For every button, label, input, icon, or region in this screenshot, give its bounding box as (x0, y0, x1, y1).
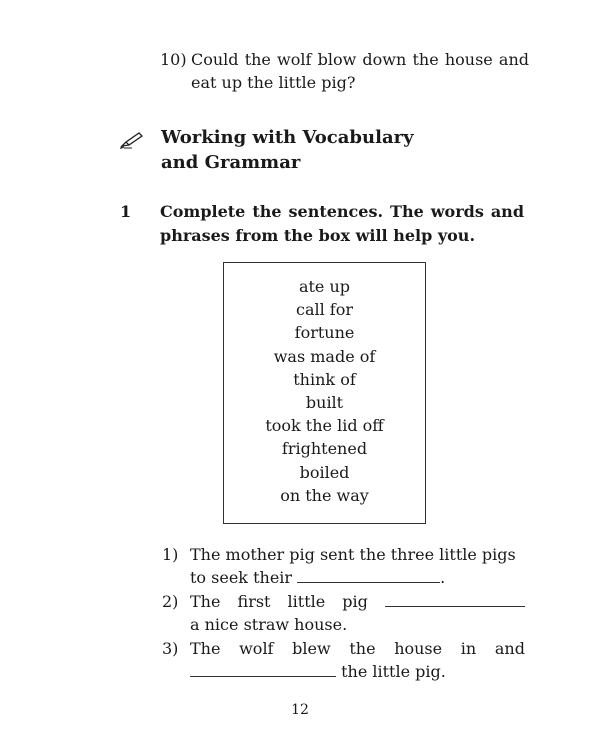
word-box-item: boiled (299, 462, 350, 482)
pencil-icon (120, 131, 144, 149)
word-box-item: built (305, 393, 344, 413)
word-box-item: frightened (281, 439, 368, 459)
word-box-item: was made of (273, 346, 376, 366)
word-box (223, 262, 426, 524)
word-box-item: think of (293, 369, 356, 389)
sentence-word: The (190, 639, 221, 658)
question-text-line1: Could the wolf blow down the house and (191, 50, 529, 69)
word-box-item: on the way (280, 485, 369, 505)
sentence-line2: a nice straw house. (190, 615, 348, 634)
sentence-word: The (190, 592, 221, 611)
sentence-word: pig (342, 592, 368, 611)
exercise-number: 1 (120, 202, 132, 221)
word-box-item: ate up (298, 277, 351, 296)
section-title-line1: Working with Vocabulary (161, 127, 414, 148)
section-title-line2: and Grammar (161, 152, 301, 173)
sentence-end-punctuation: . (440, 568, 446, 587)
sentence-word: the (349, 639, 376, 658)
word-box-item: fortune (294, 323, 355, 343)
page-number: 12 (291, 702, 309, 718)
question-number: 10) (160, 50, 187, 69)
sentence-word: in (460, 639, 477, 658)
sentence-word: wolf (239, 639, 274, 658)
word-box-item: took the lid off (265, 416, 384, 436)
answer-blank[interactable] (297, 566, 440, 583)
sentence-number: 2) (162, 592, 179, 611)
sentence-line2-text: the little pig. (341, 662, 446, 681)
sentence-number: 1) (162, 545, 179, 564)
question-text-line2: eat up the little pig? (191, 73, 356, 92)
exercise-instruction-line2: phrases from the box will help you. (160, 226, 476, 245)
answer-blank[interactable] (385, 590, 525, 607)
answer-blank[interactable] (190, 660, 336, 677)
exercise-instruction-line1: Complete the sentences. The words and (160, 202, 524, 221)
word-box-item: call for (295, 300, 354, 320)
sentence-word: first (237, 592, 271, 611)
sentence-word: house (394, 639, 443, 658)
sentence-line1: The mother pig sent the three little pigs (190, 545, 516, 564)
sentence-number: 3) (162, 639, 179, 658)
sentence-word: little (287, 592, 326, 611)
sentence-word: and (494, 639, 525, 658)
sentence-line2-text: to seek their (190, 568, 293, 587)
sentence-word: blew (292, 639, 331, 658)
